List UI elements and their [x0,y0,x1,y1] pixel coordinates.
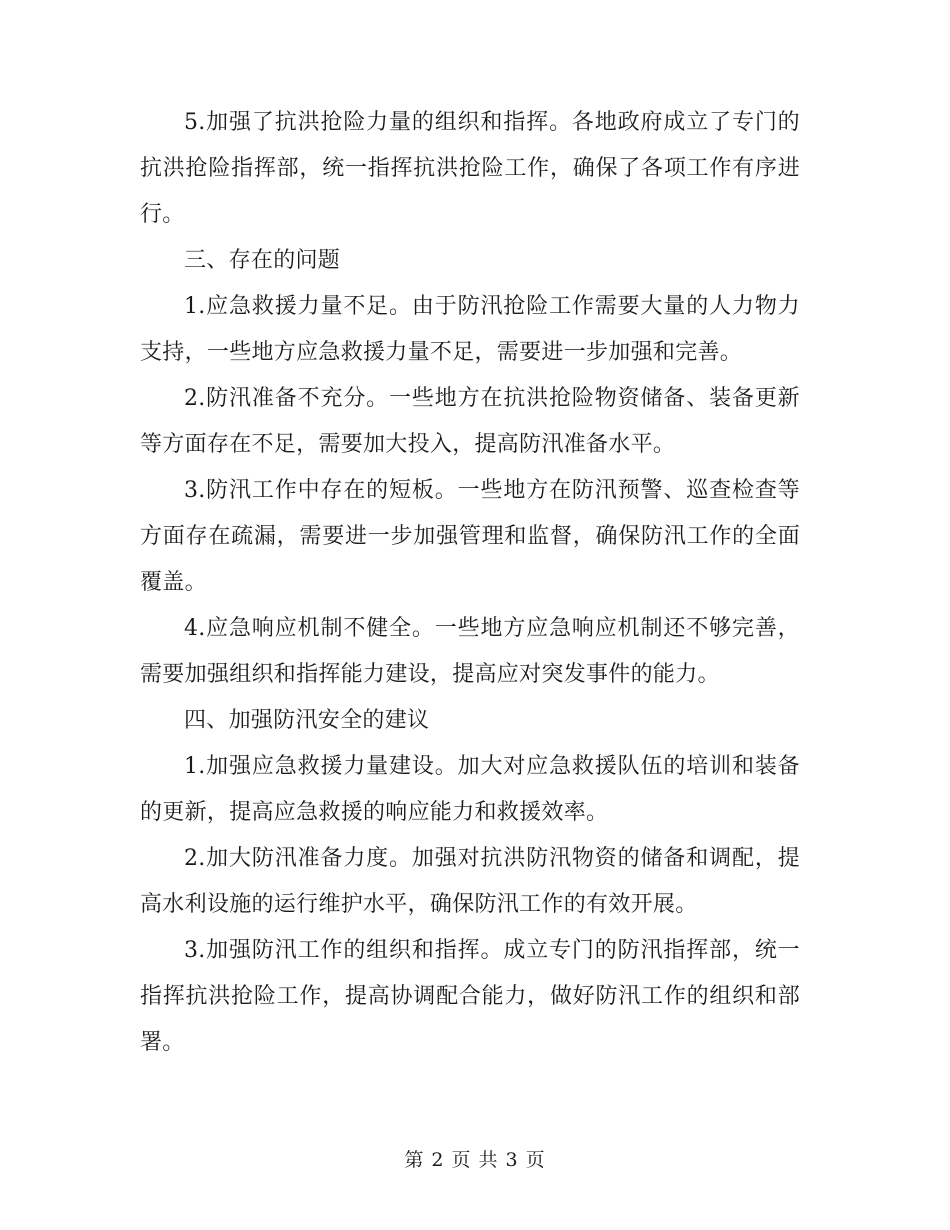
paragraph-suggestion-2: 2.加大防汛准备力度。加强对抗洪防汛物资的储备和调配，提高水利设施的运行维护水平，确保防汛工作的有效开展。 [140,846,800,917]
paragraph-item-5-command: 5.加强了抗洪抢险力量的组织和指挥。各地政府成立了专门的抗洪抢险指挥部，统一指挥抗洪抢险工作，确保了各项工作有序进行。 [140,110,800,227]
document-body [140,100,800,1066]
section-heading-suggestions: 四、加强防汛安全的建议 [184,708,430,733]
section-heading-problems: 三、存在的问题 [184,248,341,273]
page-number-footer: 第 2 页 共 3 页 [404,1149,546,1171]
paragraph-problem-4: 4.应急响应机制不健全。一些地方应急响应机制还不够完善，需要加强组织和指挥能力建设，提高应对突发事件的能力。 [140,616,800,687]
paragraph-suggestion-3: 3.加强防汛工作的组织和指挥。成立专门的防汛指挥部，统一指挥抗洪抢险工作，提高协调配合能力，做好防汛工作的组织和部署。 [140,938,800,1055]
paragraph-problem-2: 2.防汛准备不充分。一些地方在抗洪抢险物资储备、装备更新等方面存在不足，需要加大投入，提高防汛准备水平。 [140,386,800,457]
paragraph-problem-3: 3.防汛工作中存在的短板。一些地方在防汛预警、巡查检查等方面存在疏漏，需要进一步加强管理和监督，确保防汛工作的全面覆盖。 [140,478,800,595]
paragraph-suggestion-1: 1.加强应急救援力量建设。加大对应急救援队伍的培训和装备的更新，提高应急救援的响应能力和救援效率。 [140,754,800,825]
paragraph-problem-1: 1.应急救援力量不足。由于防汛抢险工作需要大量的人力物力支持，一些地方应急救援力量不足，需要进一步加强和完善。 [140,294,800,365]
